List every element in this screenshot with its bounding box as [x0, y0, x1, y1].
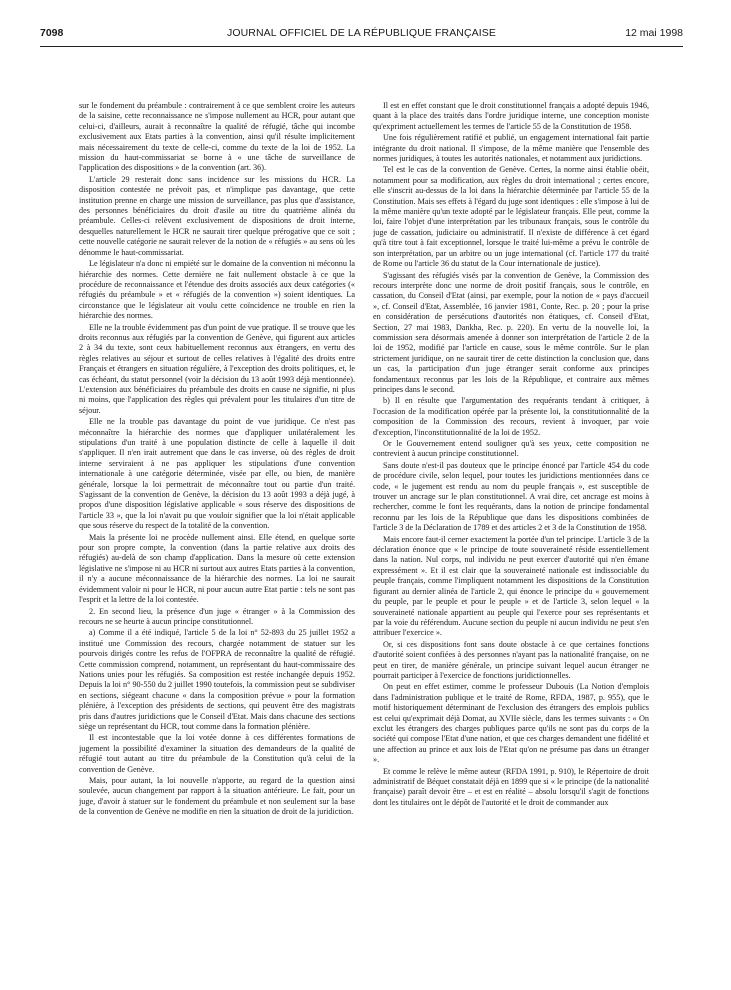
- paragraph: Or le Gouvernement entend souligner qu'à ses yeux, cette composition ne contrevient à aucun principe constitutionnel.: [373, 439, 649, 459]
- paragraph: Sans doute n'est-il pas douteux que le principe énoncé par l'article 454 du code de procédure civile, selon lequel, pour toutes les juridictions mentionnées dans ce code, « le jugement est rendu au nom du peuple français », est susceptible de trouver un ancrage sur le plan constitutionnel. A vrai dire, cet ancrage est moins à rechercher, comme le font les requérants, dans la notion de principe fondamental reconnu par les lois de la République que dans les dispositions combinées de l'article 3 de la Déclaration de 1789 et des articles 2 et 3 de la Constitution de 1958.: [373, 460, 649, 533]
- paragraph: Il est incontestable que la loi votée donne à ces différentes formations de jugement la possibilité d'examiner la situation des demandeurs de la qualité de réfugié tout autant au titre du préambule de la Constitution qu'à celui de la convention de Genève.: [79, 733, 355, 774]
- right-column: [373, 101, 649, 981]
- paragraph: 2. En second lieu, la présence d'un juge « étranger » à la Commission des recours ne se heurte à aucun principe constitutionnel.: [79, 606, 355, 626]
- paragraph: Mais encore faut-il cerner exactement la portée d'un tel principe. L'article 3 de la déclaration énonce que « le principe de toute souveraineté réside essentiellement dans la nation. Nul corps, nul individu ne peut exercer d'autorité qui n'en émane expressément ». Et il est clair que la souveraineté nationale est indissociable du peuple français, comme l'impliquent notamment les dispositions de la Constitution figurant au dernier alinéa de l'article 2, qui énonce le principe du « gouvernement du peuple, par le peuple et pour le peuple » et de l'article 3, selon lequel « la souveraineté nationale appartient au peuple qui l'exerce pour ses représentants et par la voie du référendum. Aucune section du peuple ni aucun individu ne peut s'en attribuer l'exercice ».: [373, 534, 649, 638]
- paragraph: Et comme le relève le même auteur (RFDA 1991, p. 910), le Répertoire de droit administratif de Béquet constatait déjà en 1899 que si « le principe (de la nationalité française) paraît devoir être – et est en réalité – absolu lorsqu'il s'agit de fonctions dont les titulaires ont le dépôt de l'autorité et le droit de commander aux: [373, 766, 649, 807]
- paragraph: b) Il en résulte que l'argumentation des requérants tendant à critiquer, à l'occasion de la modification opérée par la présente loi, la constitutionnalité de la composition de la Commission des recours, revient à invoquer, par voie d'exception, l'inconstitutionnalité de la loi de 1952.: [373, 396, 649, 437]
- paragraph: Or, si ces dispositions font sans doute obstacle à ce que certaines fonctions d'autorité soient confiées à des personnes n'ayant pas la nationalité française, on ne peut en tirer, de manière générale, un principe suivant lequel aucun étranger ne pourrait participer à l'exercice de fonctions juridictionnelles.: [373, 639, 649, 680]
- paragraph: Mais, pour autant, la loi nouvelle n'apporte, au regard de la question ainsi soulevée, aucun changement par rapport à la situation antérieure. Le fait, pour un juge, d'avoir à statuer sur le fondement du préambule et non seulement sur la base de la convention de Genève ne modifie en rien la situation de droit de la juridiction.: [79, 776, 355, 817]
- paragraph: Elle ne la trouble évidemment pas d'un point de vue pratique. Il se trouve que les droits reconnus aux réfugiés par la convention de Genève, qui figurent aux articles 2 à 34 du texte, sont ceux habituellement reconnus aux étrangers, en vertu des règles relatives au séjour et surtout de celles relatives à l'égalité des droits entre Français et étrangers en situation régulière, à l'exception des droits politiques, et, le cas échéant, du statut personnel (voir la décision du 13 août 1993 déjà mentionnée). L'extension aux bénéficiaires du préambule des droits en cause ne signifie, ni plus ni moins, que l'application des règles qui prévalent pour les titulaires d'un titre de séjour.: [79, 322, 355, 415]
- paragraph: Il est en effet constant que le droit constitutionnel français a adopté depuis 1946, quant à la place des traités dans l'ordre juridique interne, une conception moniste qu'expriment actuellement les termes de l'article 55 de la Constitution de 1958.: [373, 101, 649, 131]
- paragraph: a) Comme il a été indiqué, l'article 5 de la loi n° 52-893 du 25 juillet 1952 a institué une Commission des recours, chargée notamment de statuer sur les pourvois dirigés contre les refus de l'OFPRA de reconnaître la qualité de réfugié. Cette commission comprend, notamment, un représentant du haut-commissaire des Nations unies pour les réfugiés. Sa composition est restée inchangée depuis 1952. Depuis la loi n° 90-550 du 2 juillet 1990 toutefois, la commission peut se subdiviser en sections, siégeant chacune « dans la composition prévue » pour la formation plénière, à l'exception des présidents de sections, qui peuvent être des magistrats pris dans d'autres juridictions que le Conseil d'Etat. Mais dans chacune des sections siège un représentant du HCR, tout comme dans la formation plénière.: [79, 628, 355, 731]
- paragraph: Le législateur n'a donc ni empiété sur le domaine de la convention ni méconnu la hiérarchie des normes. Cette dernière ne fait nullement obstacle à ce que la procédure de reconnaissance et l'étendue des droits associés aux deux catégories (« réfugiés du préambule » et « réfugiés de la convention ») soient identiques. La circonstance que le législateur ait voulu cette coïncidence ne trouble en rien la hiérarchie des normes.: [79, 259, 355, 321]
- page-header: [40, 27, 683, 43]
- journal-title: JOURNAL OFFICIEL DE LA RÉPUBLIQUE FRANÇAISE: [227, 27, 496, 39]
- paragraph: On peut en effet estimer, comme le professeur Dubouis (La Notion d'emplois dans l'administration publique et le traité de Rome, RFDA, 1987, p. 955), que le motif historiquement déterminant de l'exclusion des étrangers des emplois publics est celui qu'exprimait déjà Domat, au XVIIe siècle, dans les termes suivants : « On exclut les étrangers des charges publiques parce qu'ils ne sont pas du corps de la société qui compose l'Etat d'une nation, et que ces charges demandent une fidélité et une affection au prince et aux lois de l'Etat qu'on ne présume pas dans un étranger ».: [373, 682, 649, 765]
- paragraph: Elle ne la trouble pas davantage du point de vue juridique. Ce n'est pas méconnaître la hiérarchie des normes que d'appliquer unilatéralement les stipulations d'un traité à une population distincte de celle à laquelle il doit s'appliquer. Il n'en irait autrement que dans le cas inverse, où des règles de droit interne serviraient à ne pas appliquer les stipulations d'une convention internationale à une catégorie déterminée, visée par elle, ou bien, de manière générale, lorsque la loi permettrait de méconnaître tout ou partie d'un traité. S'agissant de la convention de Genève, la décision du 13 août 1993 a déjà jugé, à propos d'une disposition législative applicable « sous réserve des dispositions de l'article 33 », que la loi n'avait pu que vouloir signifier que la loi n'était applicable que sous réserve du respect de la totalité de la convention.: [79, 417, 355, 531]
- paragraph: Mais la présente loi ne procède nullement ainsi. Elle étend, en quelque sorte pour son propre compte, la convention (dans la partie relative aux droits des réfugiés) au-delà de son champ d'application. Dans la mesure où cette extension législative ne s'impose ni au HCR ni surtout aux autres Etats parties à la convention, il n'y a aucune méconnaissance de la hiérarchie des normes. La loi ne saurait évidemment valoir ni pour le HCR, ni pour aucun autre Etat partie : tels ne sont pas l'esprit et la lettre de la loi contestée.: [79, 532, 355, 605]
- left-column: [79, 101, 355, 981]
- issue-date: 12 mai 1998: [625, 27, 683, 39]
- page-number: 7098: [40, 27, 64, 39]
- paragraph: L'article 29 resterait donc sans incidence sur les missions du HCR. La disposition contestée ne prévoit pas, et n'implique pas davantage, que cette institution prenne en charge une mission de surveillance, pas plus que d'assistance, des personnes bénéficiaires du droit d'asile au titre du quatrième alinéa du préambule. Celles-ci relèvent exclusivement de dispositions de droit interne, desquelles naturellement le HCR ne saurait tirer quelque prérogative que ce soit ; cette nouvelle catégorie ne saurait relever de la notion de « réfugiés » au sens où les dénomme le haut-commissariat.: [79, 174, 355, 257]
- header-rule: [40, 46, 683, 47]
- paragraph: Tel est le cas de la convention de Genève. Certes, la norme ainsi établie obéit, notamment pour sa modification, aux règles du droit international ; certes encore, elle s'inscrit au-dessus de la loi dans la hiérarchie déterminée par l'article 55 de la Constitution. Mais ses effets à l'égard du juge sont identiques : elle s'impose à lui de la même manière qu'un texte adopté par le législateur français. Elle peut, comme la loi, faire l'objet d'une interprétation par les tribunaux français, sous le contrôle du juge de cassation, judiciaire ou administratif. Il n'existe de différence à cet égard qu'à titre tout à fait exceptionnel, lorsque le traité lui-même a prévu le contrôle de son interprétation, par un arbitre ou un juge international (cf. l'article 177 du traité de Rome ou l'article 36 du statut de la Cour internationale de justice).: [373, 165, 649, 269]
- paragraph: S'agissant des réfugiés visés par la convention de Genève, la Commission des recours interprète donc une norme de droit positif français, sous le contrôle, en cassation, du Conseil d'Etat (ainsi, par exemple, pour la notion de « pays d'accueil », cf. Conseil d'Etat, Assemblée, 16 janvier 1981, Conte, Rec. p. 20 ; pour la prise en considération de persécutions d'autorités non étatiques, cf. Conseil d'Etat, Section, 27 mai 1983, Dankha, Rec. p. 220). En vertu de la nouvelle loi, la commission sera désormais amenée à donner son interprétation de l'article 2 de la loi de 1952, modifié par l'article en cause, sous le même contrôle. Sur le plan strictement juridique, on ne saurait tirer de cette distinction la conclusion que, dans un cas, la participation d'un juge étranger serait conforme aux principes fondamentaux reconnus par les lois de la République, et contraire aux mêmes principes dans le second.: [373, 270, 649, 394]
- paragraph: Une fois régulièrement ratifié et publié, un engagement international fait partie intégrante du droit national. Il s'impose, de la même manière que l'ensemble des normes juridiques, à toutes les autorités nationales, et notamment aux juridictions.: [373, 133, 649, 164]
- paragraph: sur le fondement du préambule : contrairement à ce que semblent croire les auteurs de la saisine, cette reconnaissance ne s'impose nullement au HCR, pour autant que celui-ci, d'ailleurs, aurait à reconnaître la qualité de réfugié, tâche qui incombe exclusivement aux Etats parties à la convention, ainsi qu'il résulte implicitement mais nécessairement du texte de celle-ci, comme du texte de la loi de 1952. La mission du haut-commissariat se borne à « une tâche de surveillance de l'application des dispositions » de la convention (art. 36).: [79, 101, 355, 173]
